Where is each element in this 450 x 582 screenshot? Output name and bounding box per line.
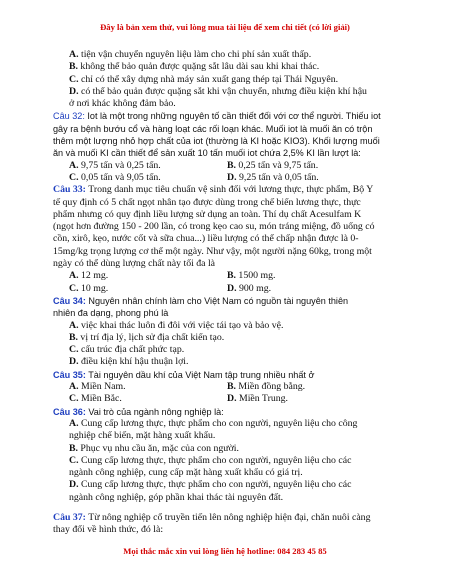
q31-option-d-cont: ở nơi khác không đảm bảo. [69, 98, 176, 110]
q33-options-row [53, 283, 403, 295]
q34-stem-line: nhiên đa dạng, phong phú là [53, 308, 169, 319]
hotline-notice: Mọi thắc mắc xin vui lòng liên hệ hotline: 084 283 45 85 [123, 546, 327, 556]
q32-option-b: B. 0,25 tấn và 9,75 tấn. [227, 159, 319, 171]
q31-option-b: B. không thể bảo quản được quặng sắt lâu dài sau khi khai thác. [69, 61, 320, 73]
q32-stem-line: thêm một lượng nhỏ hợp chất của iot (thường là KI hoặc KIO3). Khối lượng muối [53, 136, 380, 147]
q32-option-c: C. 0,05 tấn và 9,05 tấn. [69, 171, 161, 183]
preview-notice: Đây là bản xem thử, vui lòng mua tài liệu để xem chi tiết (có lời giải) [100, 22, 350, 32]
q33-stem: Câu 33: Trong danh mục tiêu chuẩn vệ sinh đối với lương thực, thực phẩm, Bộ Y [53, 184, 374, 196]
q33-option-a: A. 12 mg. [69, 270, 109, 282]
q32-options-row [53, 160, 403, 172]
q33-stem-line: phẩm nhưng có quy định liều lượng sử dụng an toàn. Thí dụ chất Acesulfam K [53, 208, 362, 220]
q35-option-b: B. Miền đồng bằng. [227, 381, 306, 393]
q36-option-d-cont: ngành công nghiệp, góp phần khai thác tài nguyên đất. [69, 491, 284, 503]
q36-stem: Câu 36: Vai trò của ngành nông nghiệp là: [53, 406, 224, 417]
q32-option-a: A. 9,75 tấn và 0,25 tấn. [69, 159, 161, 171]
q34-option-d: D. điều kiện khí hậu thuận lợi. [69, 356, 189, 368]
q36-option-c: C. Cung cấp lương thực, thực phẩm cho con người, nguyên liệu cho các [69, 454, 352, 466]
q31-option-d: D. có thể bảo quản được quặng sắt khi vận chuyển, nhưng điều kiện khí hậu [69, 85, 367, 97]
q34-option-a: A. việc khai thác luôn đi đôi với việc tái tạo và bảo vệ. [69, 319, 284, 331]
q33-stem-line: 15mg/kg trọng lượng cơ thể một ngày. Như vậy, một người nặng 60kg, trong một [53, 245, 372, 257]
q36-option-a-cont: nghiệp chế biến, mặt hàng xuất khẩu. [69, 430, 216, 442]
q34-option-b: B. vị trí địa lý, lịch sử địa chất kiến tạo. [69, 331, 225, 343]
q33-options-row [53, 270, 403, 282]
q37-stem-line: thay đổi về hình thức, đó là: [53, 524, 164, 536]
q35-option-d: D. Miền Trung. [227, 393, 288, 405]
q34-option-c: C. cấu trúc địa chất phức tạp. [69, 344, 185, 356]
q36-option-b: B. Phục vụ nhu cầu ăn, mặc của con người. [69, 442, 239, 454]
q35-option-c: C. Miền Bắc. [69, 393, 122, 405]
q32-option-d: D. 9,25 tấn và 0,05 tấn. [227, 171, 319, 183]
q33-stem-line: tế quy định có 5 chất ngọt nhân tạo được dùng trong chế biến lương thực, thực [53, 196, 361, 208]
question-content [53, 49, 403, 537]
q33-stem-line: cồn, xirô, kẹo, nước cốt và sữa chua...) liều lượng có thể chấp nhận được là 0- [53, 233, 359, 245]
q35-stem: Câu 35: Tài nguyên dầu khí của Việt Nam tập trung nhiều nhất ở [53, 369, 315, 380]
q32-stem: Câu 32: Iot là một trong những nguyên tố cần thiết đối với cơ thể người. Thiếu iot [53, 111, 381, 122]
q32-stem-line: ăn và muối KI cần thiết để sản xuất 10 tấn muối iot chứa 2,5% KI lần lượt là: [53, 148, 361, 159]
q37-stem: Câu 37: Từ nông nghiệp cổ truyền tiến lên nông nghiệp hiện đại, chăn nuôi càng [53, 511, 371, 523]
q35-option-a: A. Miền Nam. [69, 381, 126, 393]
q36-option-c-cont: ngành công nghiệp, cung cấp mặt hàng xuất khẩu có giá trị. [69, 467, 303, 479]
q31-option-c: C. chỉ có thể xây dựng nhà máy sản xuất gang thép tại Thái Nguyên. [69, 73, 339, 85]
q33-stem-line: ngày có thể dùng lượng chất này tối đa là [53, 258, 216, 270]
q34-stem: Câu 34: Nguyên nhân chính làm cho Việt Nam có nguồn tài nguyên thiên [53, 295, 349, 306]
q36-option-d: D. Cung cấp lương thực, thực phẩm cho con người, nguyên liệu cho các [69, 479, 352, 491]
q35-options-row [53, 381, 403, 393]
q33-option-c: C. 10 mg. [69, 282, 109, 294]
q33-option-b: B. 1500 mg. [227, 270, 276, 282]
q33-stem-line: (ngọt hơn đường 150 - 200 lần, có trong kẹo cao su, món tráng miệng, đồ uống có [53, 221, 375, 233]
q36-option-a: A. Cung cấp lương thực, thực phẩm cho con người, nguyên liệu cho công [69, 417, 358, 429]
q32-options-row [53, 172, 403, 184]
q33-option-d: D. 900 mg. [227, 282, 272, 294]
q32-stem-line: gây ra bệnh bướu cổ và hàng loạt các rối loạn khác. Muối iot là muối ăn có trộn [53, 123, 373, 134]
q35-options-row [53, 393, 403, 405]
q31-option-a: A. tiện vận chuyển nguyên liệu làm cho chi phí sản xuất thấp. [69, 49, 312, 60]
